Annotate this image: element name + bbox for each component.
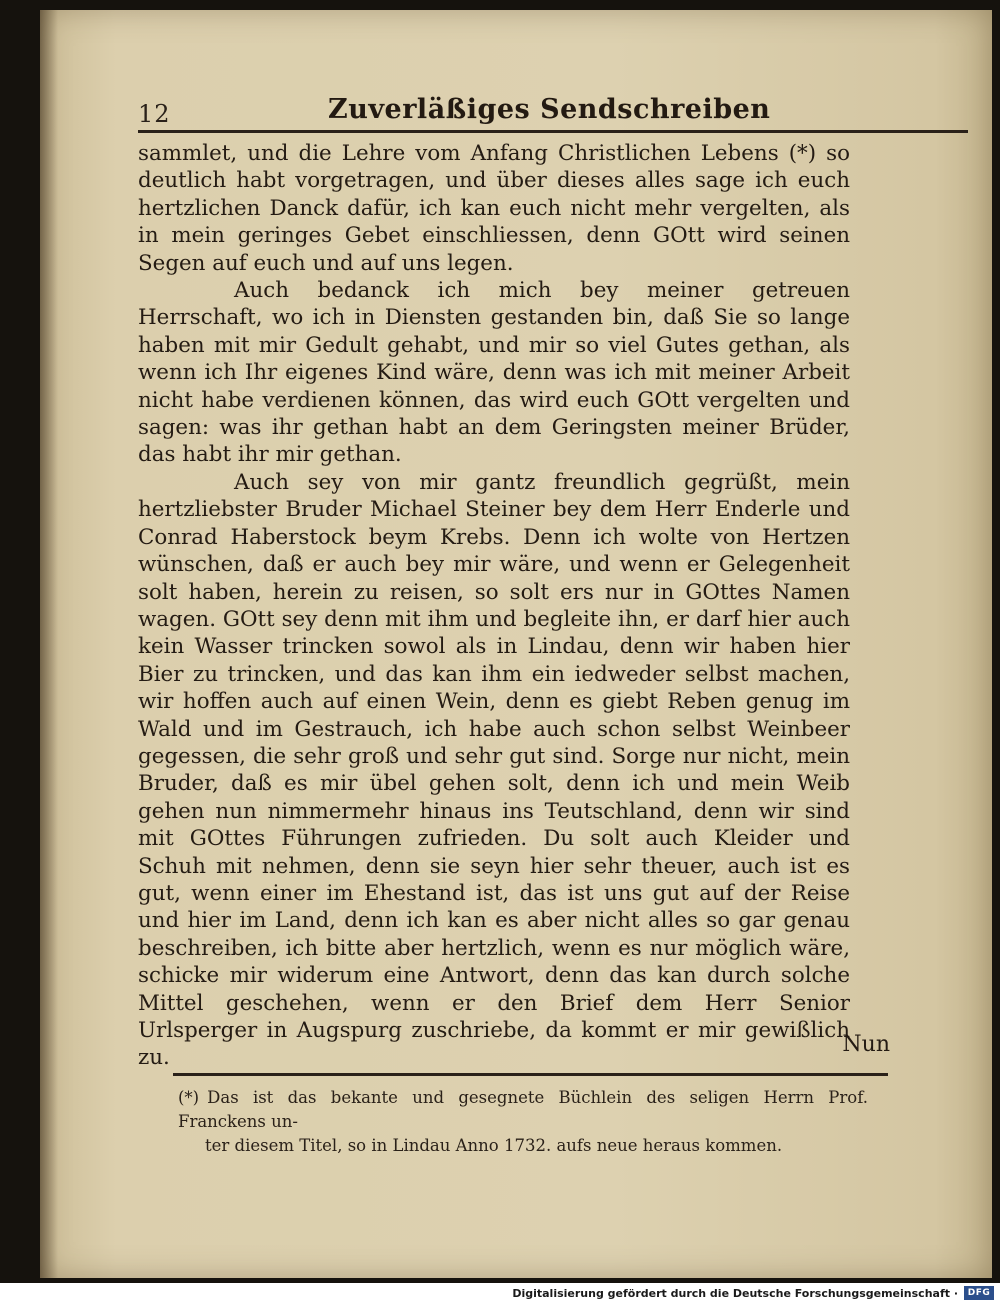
page-number: 12 [138,100,171,128]
footnote-line-1: Das ist das bekante und gesegnete Büchlein des seligen Herrn Prof. Franckens un- [178,1088,868,1131]
footnote-mark: (*) [178,1088,200,1107]
page-gutter-shadow [40,10,58,1278]
paragraph-2: Auch bedanck ich mich bey meiner getreuen Herrschaft, wo ich in Diensten gestanden bin, daß Sie so lange haben mit mir Gedult gehabt, und mir so viel Gutes gethan, als wenn ich Ihr eigenes Kind wäre, denn was ich mit meiner Arbeit nicht habe verdienen können, das wird euch GOtt vergelten und sagen: was ihr gethan habt an dem Geringsten meiner Brüder, das habt ihr mir gethan. [138,278,850,468]
header-rule [138,130,968,133]
footnote-rule [173,1073,888,1076]
footnote-line-2: ter diesem Titel, so in Lindau Anno 1732. aufs neue heraus kommen. [205,1136,783,1155]
paragraph-1: sammlet, und die Lehre vom Anfang Christlichen Lebens (*) so deutlich habt vorgetragen, und über dieses alles sage ich euch hertzlichen Danck dafür, ich kan euch nicht mehr vergelten, als in mein geringes Gebet einschliessen, denn GOtt wird seinen Segen auf euch und auf uns legen. [138,141,850,276]
digitization-credit: Digitalisierung gefördert durch die Deutsche Forschungsgemeinschaft · [512,1287,958,1300]
main-text [138,140,850,1072]
paragraph-3: Auch sey von mir gantz freundlich gegrüßt, mein hertzliebster Bruder Michael Steiner bey dem Herr Enderle und Conrad Haberstock beym Krebs. Denn ich wolte von Hertzen wünschen, daß er auch bey mir wäre, und wenn er Gelegenheit solt haben, herein zu reisen, so solt ers nur in GOttes Namen wagen. GOtt sey denn mit ihm und begleite ihn, er darf hier auch kein Wasser trincken sowol als in Lindau, denn wir haben hier Bier zu trincken, und das kan ihm ein iedweder selbst machen, wir hoffen auch auf einen Wein, denn es giebt Reben genug im Wald und im Gestrauch, ich habe auch schon selbst Weinbeer gegessen, die sehr groß und sehr gut sind. Sorge nur nicht, mein Bruder, daß es mir übel gehen solt, denn ich und mein Weib gehen nun nimmermehr hinaus ins Teutschland, denn wir sind mit GOttes Führungen zufrieden. Du solt auch Kleider und Schuh mit nehmen, denn sie seyn hier sehr theuer, auch ist es gut, wenn einer im Ehestand ist, das ist uns gut auf der Reise und hier im Land, denn ich kan es aber nicht alles so gar genau beschreiben, ich bitte aber hertzlich, wenn es nur möglich wäre, schicke mir widerum eine Antwort, denn das kan durch solche Mittel geschehen, wenn er den Brief dem Herr Senior Urlsperger in Augspurg zuschriebe, da kommt er mir gewißlich zu. [138,469,850,1071]
running-title: Zuverläßiges Sendschreiben [328,94,771,125]
footnote [178,1086,868,1158]
page-header [138,94,858,134]
catchword: Nun [842,1032,890,1057]
dfg-logo-icon: DFG [964,1286,994,1300]
